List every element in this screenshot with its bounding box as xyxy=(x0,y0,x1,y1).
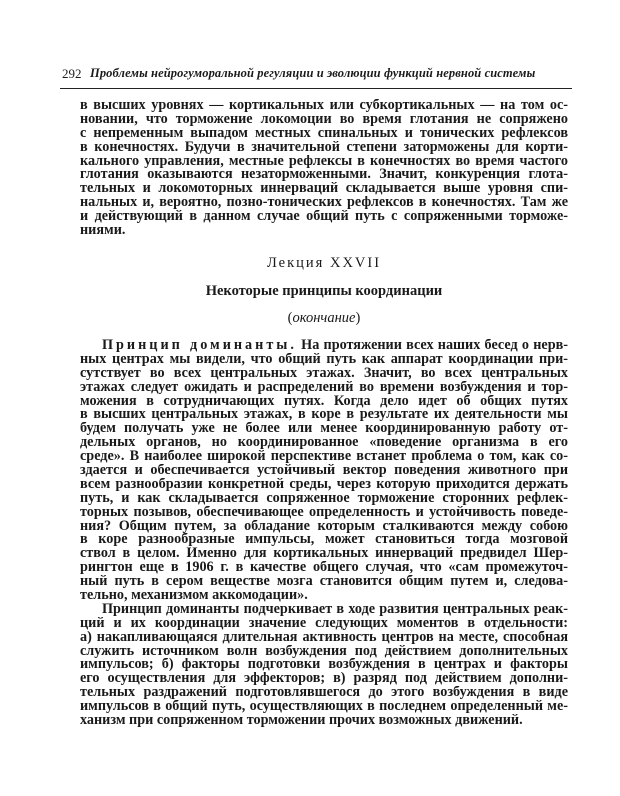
text-line: дельных органов, но координированное «поведение организма в его xyxy=(80,436,568,451)
running-header xyxy=(62,66,572,86)
text-line: а) накапливающаяся длительная активность центров на месте, способная xyxy=(80,630,568,645)
text-line: глотания оказываются незаторможенными. Значит, конкуренция глота- xyxy=(80,168,568,183)
text-line: ций и их координации значение следующих моментов в отдельности: xyxy=(80,616,568,631)
lecture-subtitle xyxy=(80,310,568,327)
text-line: здается и обеспечивается устойчивый вектор поведения животного при xyxy=(80,464,568,478)
text-line: будем получать уже не более или менее координированную работу от- xyxy=(80,422,568,437)
text-line: ния? Общим путем, за обладание которым сталкиваются между собою xyxy=(80,519,568,534)
text-line: его осуществления для эффекторов; в) разряд под действием дополни- xyxy=(80,672,568,687)
text-line: нальных и, вероятно, позно-тонических рефлексов в конечностях. Там же xyxy=(80,196,568,211)
text-line: сутствует во всех центральных этажах. Значит, во всех центральных xyxy=(80,366,568,381)
text-line: с непременным выпадом местных спинальных и тонических рефлексов xyxy=(80,126,568,141)
text-span: На протяжении всех наших бесед о нерв- xyxy=(301,339,568,353)
subtitle-text: окончание xyxy=(292,310,356,326)
section-lead: Принцип доминанты. xyxy=(102,339,297,353)
text-line: в высших уровнях — кортикальных или субкортикальных — на том ос- xyxy=(80,99,568,113)
paragraph-2 xyxy=(80,339,568,728)
lecture-number: Лекция XXVII xyxy=(266,255,382,271)
page-number: 292 xyxy=(62,66,82,81)
text-line: в конечностях. Будучи в значительной степени заторможены для корти- xyxy=(80,140,568,155)
running-title: Проблемы нейрогуморальной регуляции и эволюции функций нервной системы xyxy=(90,66,536,80)
text-line: ных центрах мы видели, что общий путь как аппарат координации при- xyxy=(80,352,568,367)
text-line: и действующий в данном случае общий путь с сопряженными торможе- xyxy=(80,210,568,225)
text-line: тельных и локомоторных иннерваций складывается выше уровня спи- xyxy=(80,182,568,197)
paren: ( xyxy=(287,310,293,326)
text-line: ный путь в сером веществе мозга становится общим путем и, следова- xyxy=(80,575,568,590)
text-line: можения в сотрудничающих путях. Когда дело идет об общих путях xyxy=(80,394,568,409)
text-line: кального управления, местные рефлексы в конечностях во время частого xyxy=(80,154,568,169)
text-line: служить источником волн возбуждения под действием дополнительных xyxy=(80,644,568,659)
text-line xyxy=(80,339,568,353)
text-line: всем разнообразии конкретной среды, через которую приходится держать xyxy=(80,477,568,492)
text-line: среде». В наиболее широкой перспективе встанет проблема о том, как со- xyxy=(80,450,568,465)
lecture-title: Некоторые принципы координации xyxy=(205,283,443,299)
text-line: этажах следует ожидать и распределений во времени возбуждения и тор- xyxy=(80,380,568,395)
text-line: ствол в целом. Именно для кортикальных иннерваций предвидел Шер- xyxy=(80,547,568,562)
text-line: торных позывов, обеспечивающее определенность и устойчивость поведе- xyxy=(80,505,568,520)
text-line: рингтон еще в 1906 г. в качестве общего случая, что «сам промежуточ- xyxy=(80,561,568,576)
text-line: тельно, механизмом аккомодации». xyxy=(80,589,308,603)
text-line: Принцип доминанты подчеркивает в ходе развития центральных реак- xyxy=(102,602,568,617)
text-line: новании, что торможение локомоции во время глотания не сопряжено xyxy=(80,112,568,127)
text-line: импульсов; б) факторы подготовки возбуждения в центрах и факторы xyxy=(80,658,568,673)
text-line: путь, и как складывается сопряженное торможение сторонних рефлек- xyxy=(80,491,568,506)
text-line: в коре разнообразные импульсы, может становиться тогда мозговой xyxy=(80,533,568,548)
header-rule xyxy=(60,88,572,89)
text-line: в высших центральных этажах, в коре в результате их деятельности мы xyxy=(80,408,568,423)
paren: ) xyxy=(355,310,361,326)
paragraph-1 xyxy=(80,99,568,238)
text-line: импульсов в общий путь, осуществляющих в последнем определенный ме- xyxy=(80,700,568,715)
text-line: тельных раздражений подготовлявшегося до этого возбуждения в виде xyxy=(80,686,568,701)
text-line: ниями. xyxy=(80,224,126,238)
text-line: ханизм при сопряженном торможении прочих возможных движений. xyxy=(80,714,523,728)
